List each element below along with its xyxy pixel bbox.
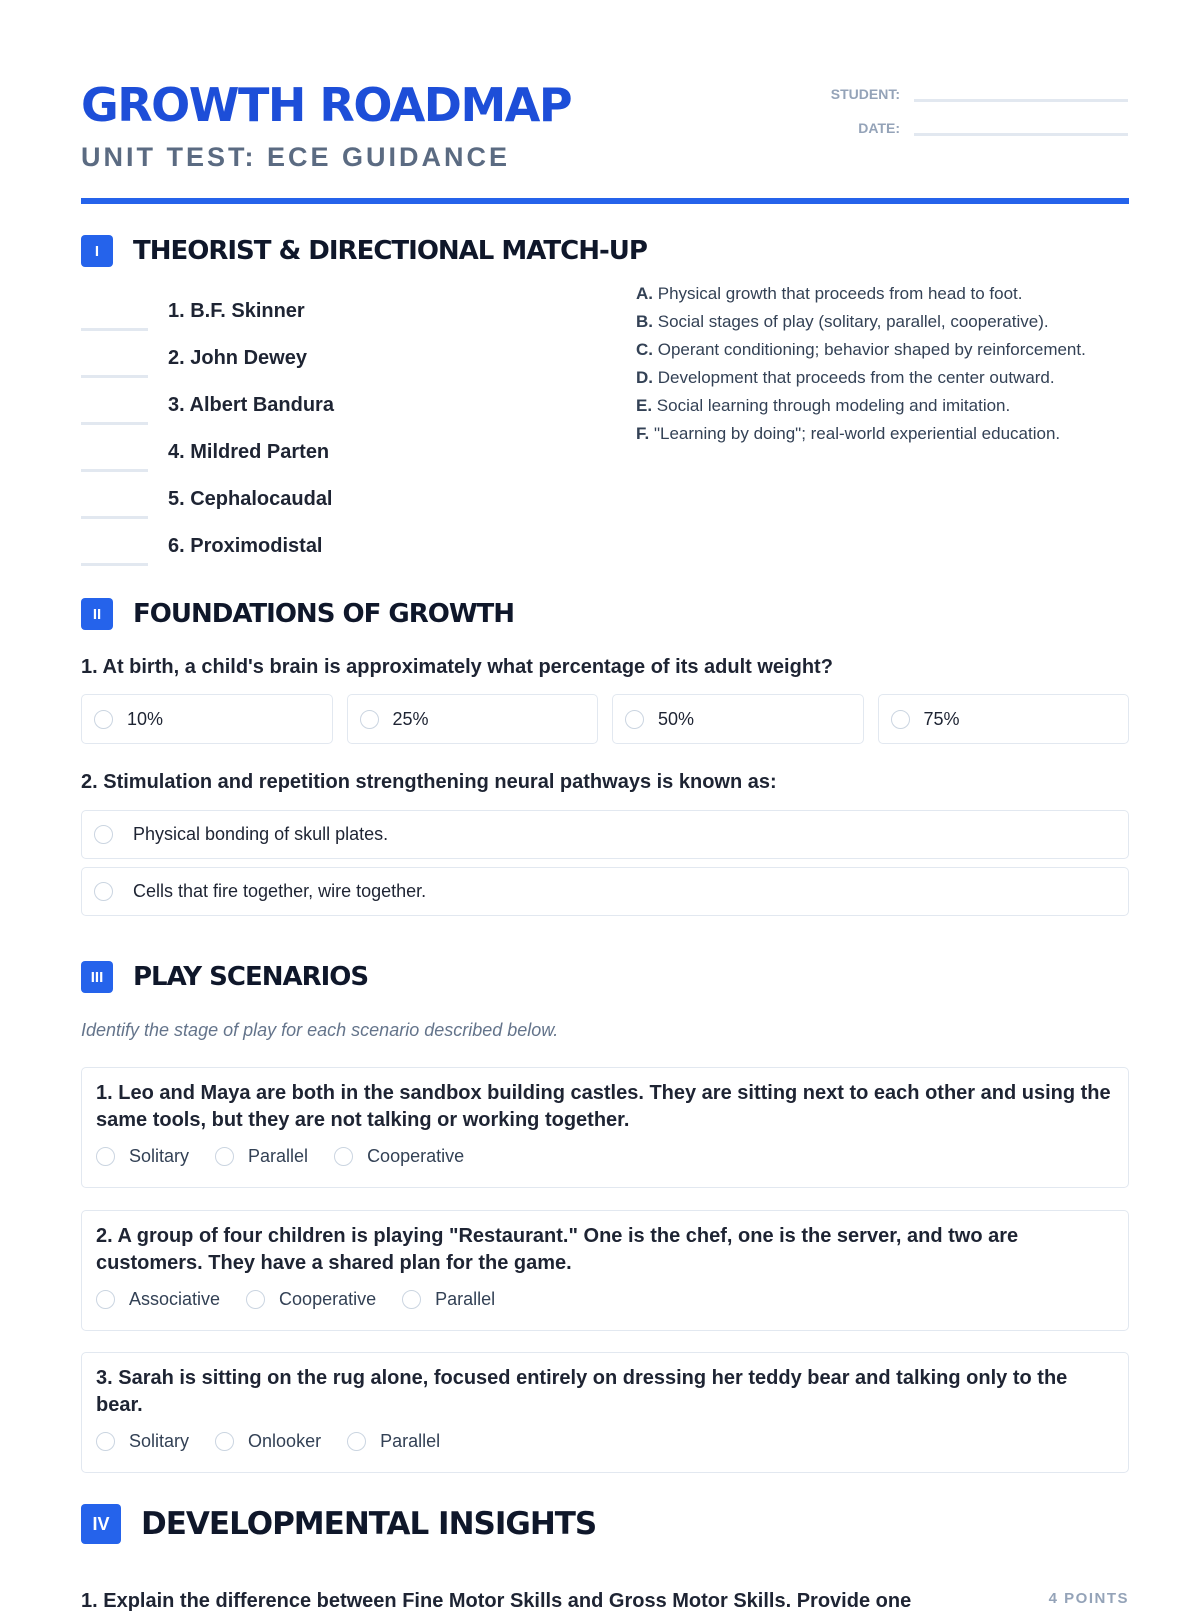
definition-text: "Learning by doing"; real-world experiential education. [653,424,1061,443]
option-label: Physical bonding of skull plates. [133,824,389,844]
student-input[interactable] [914,80,1128,102]
definitions-list [636,284,1086,452]
radio-icon[interactable] [334,1147,353,1166]
answer-blank[interactable] [81,532,148,566]
section-title: FOUNDATIONS OF GROWTH [133,599,515,629]
header-divider [81,198,1129,204]
option-label: 75% [923,708,960,729]
match-row [81,378,334,425]
match-row [81,331,334,378]
radio-icon[interactable] [96,1290,115,1309]
definition-letter: C. [636,340,653,359]
choice[interactable] [96,1146,189,1167]
radio-icon[interactable] [215,1147,234,1166]
answer-options [81,694,1129,744]
option[interactable] [612,694,864,744]
definition [636,284,1086,312]
match-row [81,472,334,519]
section-title: PLAY SCENARIOS [133,962,369,992]
radio-icon[interactable] [246,1290,265,1309]
scenario-text: 1. Leo and Maya are both in the sandbox building castles. They are sitting next to each other and using the same tools, but they are not talking or working together. [96,1082,1111,1131]
definition [636,340,1086,368]
choice[interactable] [347,1431,440,1452]
match-item: 3. Albert Bandura [168,394,334,416]
choice-label: Solitary [129,1146,190,1166]
match-item: 6. Proximodistal [168,535,323,557]
match-item: 5. Cephalocaudal [168,488,333,510]
radio-icon[interactable] [96,1147,115,1166]
question-text: 1. Explain the difference between Fine Motor Skills and Gross Motor Skills. Provide one [81,1590,912,1612]
definition-letter: F. [636,424,650,443]
radio-icon[interactable] [94,710,113,729]
radio-icon[interactable] [891,710,910,729]
student-label: STUDENT: [830,86,900,102]
radio-icon[interactable] [360,710,379,729]
points-label: 4 POINTS [1048,1590,1129,1607]
section-badge: IV [81,1504,121,1544]
page-subtitle: UNIT TEST: ECE GUIDANCE [81,142,511,172]
definition [636,396,1086,424]
section-2-header [81,598,514,630]
choice-label: Solitary [129,1431,190,1451]
choice[interactable] [246,1289,376,1310]
definition-text: Social stages of play (solitary, parallel, cooperative). [657,312,1049,331]
option[interactable] [81,867,1129,916]
option[interactable] [878,694,1130,744]
definition-letter: A. [636,284,653,303]
scenario-text: 2. A group of four children is playing "Restaurant." One is the chef, one is the server, and two are customers. They have a shared plan for the game. [96,1225,1019,1274]
question-text: 2. Stimulation and repetition strengthening neural pathways is known as: [81,771,777,793]
choice-label: Cooperative [367,1146,465,1166]
answer-blank[interactable] [81,438,148,472]
section-badge: I [81,235,113,267]
question-text: 1. At birth, a child's brain is approximately what percentage of its adult weight? [81,656,833,678]
section-title: THEORIST & DIRECTIONAL MATCH-UP [133,236,647,266]
option[interactable] [81,810,1129,859]
definition-text: Physical growth that proceeds from head to foot. [657,284,1023,303]
date-input[interactable] [914,114,1128,136]
choice-label: Parallel [248,1146,309,1166]
definition-text: Development that proceeds from the center outward. [657,368,1055,387]
choice[interactable] [334,1146,464,1167]
radio-icon[interactable] [215,1432,234,1451]
choice[interactable] [215,1431,321,1452]
choice-label: Onlooker [248,1431,322,1451]
choice[interactable] [96,1431,189,1452]
scenario-card [81,1067,1129,1188]
choice-label: Cooperative [279,1289,377,1309]
section-badge: III [81,961,113,993]
scenario-card [81,1210,1129,1331]
radio-icon[interactable] [625,710,644,729]
option-label: 50% [658,708,695,729]
option[interactable] [347,694,599,744]
choice[interactable] [215,1146,308,1167]
section-3-header [81,961,368,993]
radio-icon[interactable] [347,1432,366,1451]
scenario-text: 3. Sarah is sitting on the rug alone, focused entirely on dressing her teddy bear and talking only to the bear. [96,1367,1068,1416]
match-item: 1. B.F. Skinner [168,300,305,322]
option[interactable] [81,694,333,744]
section-1-header [81,235,647,267]
option-label: 10% [127,708,164,729]
match-items [81,284,334,566]
match-row [81,425,334,472]
option-label: Cells that fire together, wire together. [133,881,427,901]
match-row [81,284,334,331]
match-item: 2. John Dewey [168,347,307,369]
definition [636,424,1086,452]
page-title: GROWTH ROADMAP [81,78,572,132]
choice-label: Parallel [380,1431,441,1451]
answer-blank[interactable] [81,297,148,331]
radio-icon[interactable] [94,825,113,844]
choice-label: Associative [129,1289,221,1309]
instruction-text: Identify the stage of play for each scenario described below. [81,1020,559,1040]
definition [636,368,1086,396]
choice[interactable] [402,1289,495,1310]
radio-icon[interactable] [94,882,113,901]
match-item: 4. Mildred Parten [168,441,330,463]
date-field [808,114,1128,136]
match-row [81,519,334,566]
student-field [808,80,1128,102]
definition-letter: E. [636,396,653,415]
section-title: DEVELOPMENTAL INSIGHTS [141,1506,597,1542]
choice-label: Parallel [435,1289,496,1309]
section-badge: II [81,598,113,630]
answer-blank[interactable] [81,485,148,519]
definition-letter: D. [636,368,653,387]
radio-icon[interactable] [96,1432,115,1451]
choice[interactable] [96,1289,220,1310]
section-4-header [81,1504,596,1544]
radio-icon[interactable] [402,1290,421,1309]
definition [636,312,1086,340]
definition-text: Social learning through modeling and imitation. [656,396,1011,415]
scenario-card [81,1352,1129,1473]
date-label: DATE: [858,120,900,136]
option-label: 25% [392,708,429,729]
definition-letter: B. [636,312,653,331]
definition-text: Operant conditioning; behavior shaped by reinforcement. [657,340,1086,359]
answer-blank[interactable] [81,391,148,425]
answer-blank[interactable] [81,344,148,378]
